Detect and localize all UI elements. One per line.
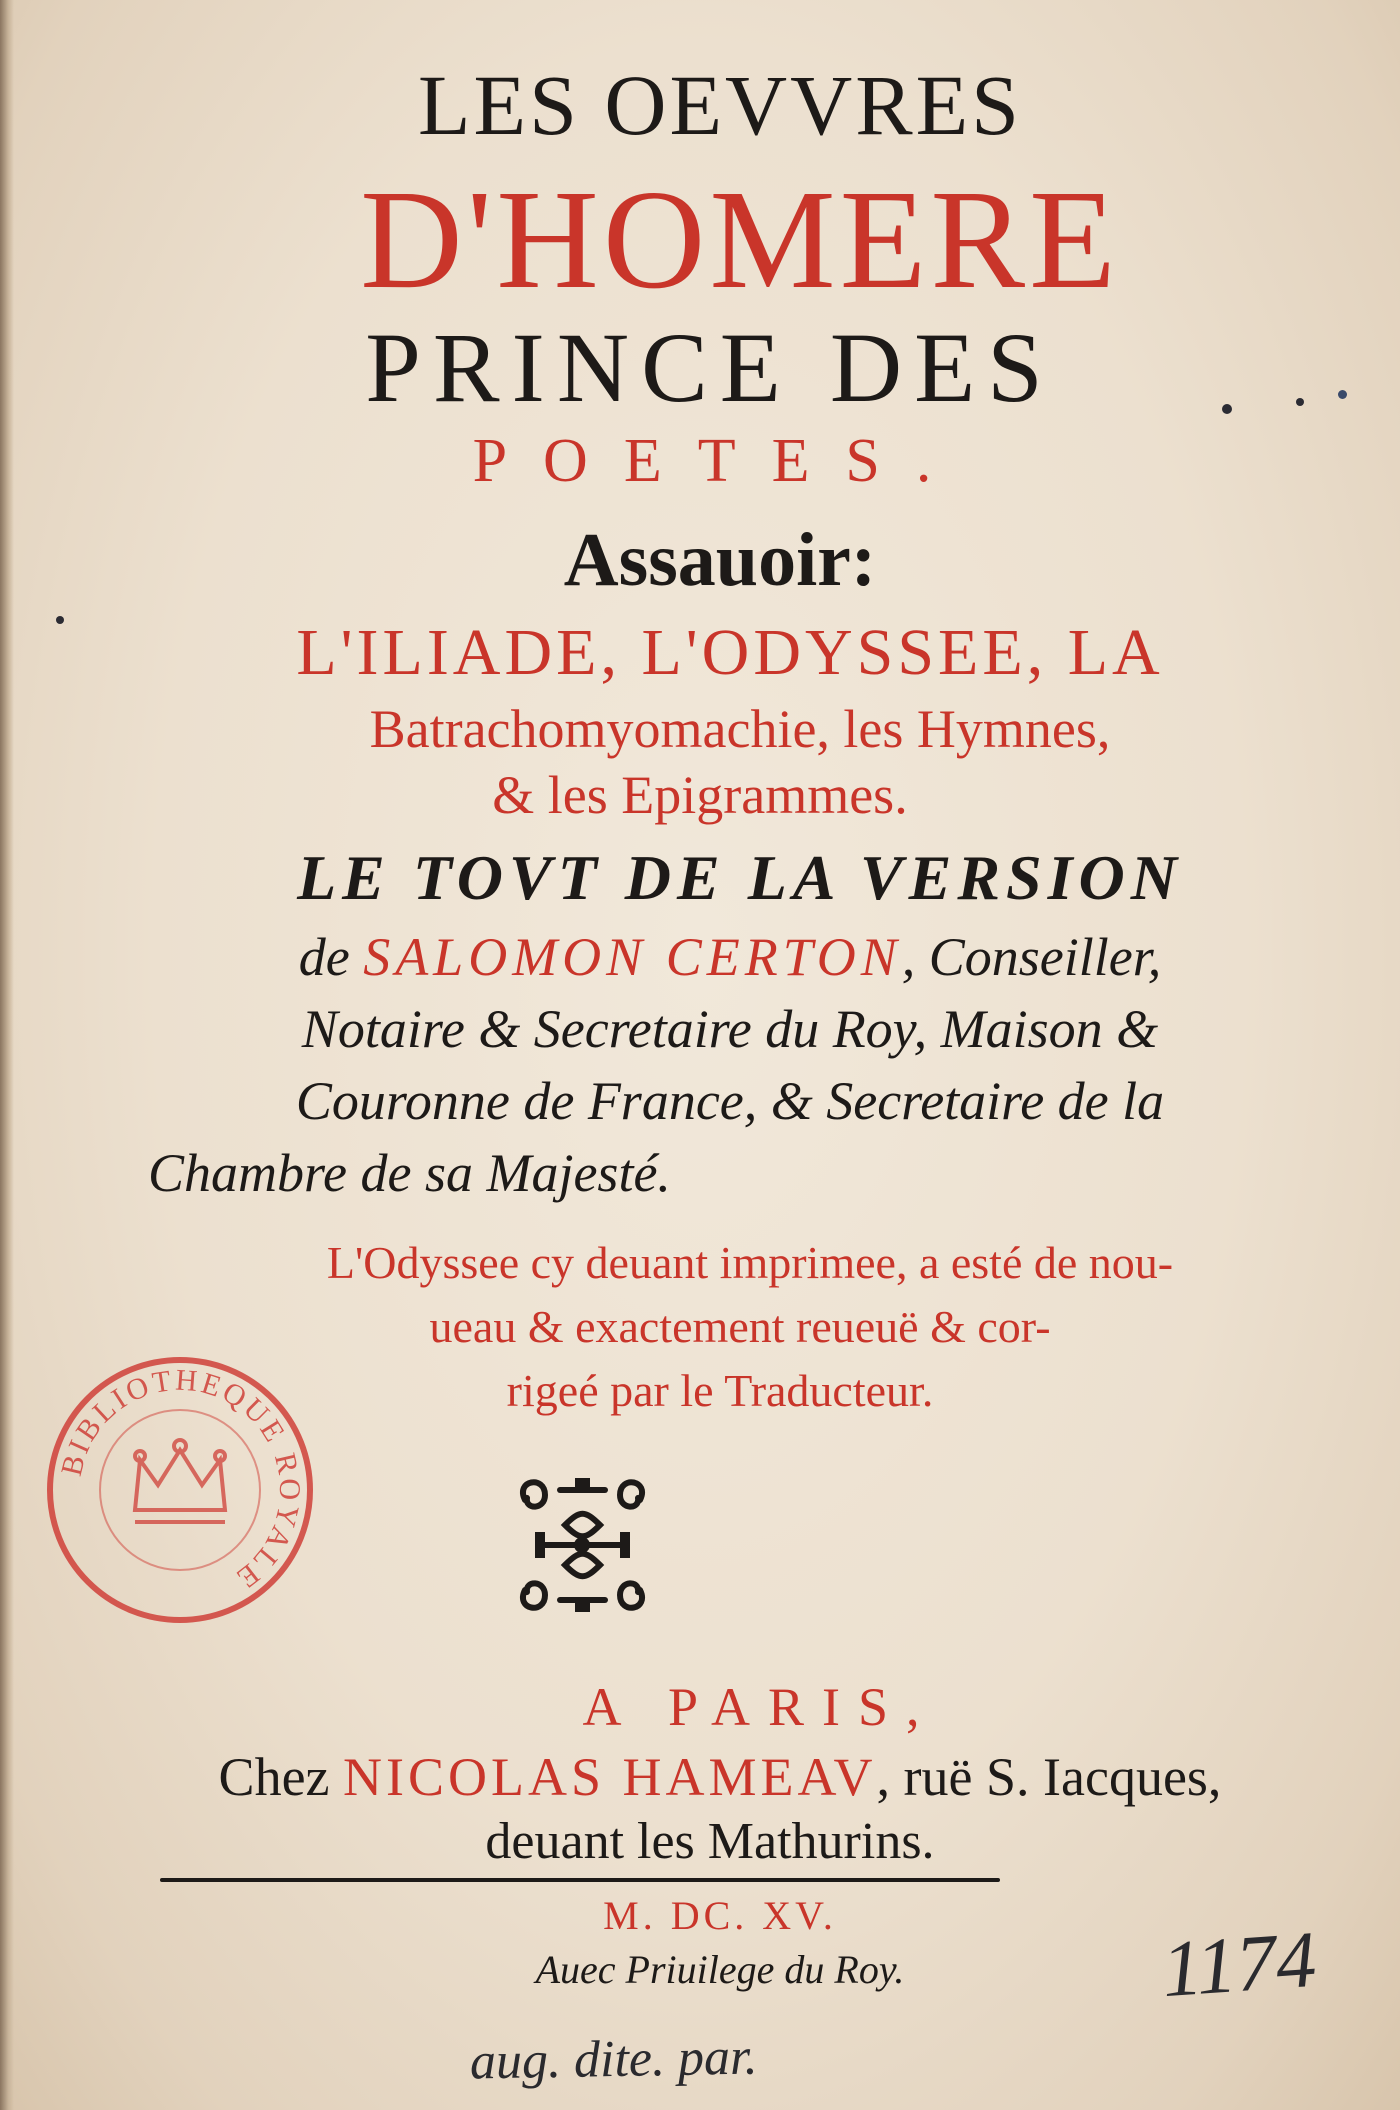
title-line-2: D'HOMERE bbox=[360, 160, 1120, 318]
library-stamp bbox=[40, 1350, 320, 1630]
translator-name: SALOMON CERTON bbox=[363, 927, 902, 987]
handwritten-note: aug. dite. par. bbox=[469, 2028, 758, 2091]
translator-line-4: Chambre de sa Majesté. bbox=[148, 1143, 671, 1203]
revision-note-line-2: ueau & exactement reueuë & cor- bbox=[429, 1301, 1051, 1352]
translator-prefix: de bbox=[298, 927, 364, 987]
imprint-chez: Chez bbox=[218, 1747, 343, 1807]
printer-address: , ruë S. Iacques, bbox=[876, 1747, 1222, 1807]
translator-line-3: Couronne de France, & Secretaire de la bbox=[295, 1071, 1165, 1131]
handwritten-shelfmark: 1174 bbox=[1159, 1915, 1319, 2015]
ink-speck bbox=[1296, 398, 1304, 406]
title-line-1: LES OEVVRES bbox=[418, 57, 1022, 153]
title-line-4: POETES. bbox=[472, 427, 968, 495]
divider-rule bbox=[160, 1878, 1000, 1882]
ink-speck bbox=[1338, 390, 1347, 399]
imprint-date: M. DC. XV. bbox=[603, 1893, 837, 1938]
ink-speck bbox=[56, 616, 64, 624]
imprint-location: deuant les Mathurins. bbox=[485, 1813, 935, 1870]
works-line-3: & les Epigrammes. bbox=[492, 765, 908, 825]
imprint-printer-line bbox=[0, 1747, 1400, 1807]
translator-title: , Conseiller, bbox=[901, 927, 1162, 987]
printers-ornament-icon bbox=[505, 1470, 660, 1620]
revision-note-line-3: rigeé par le Traducteur. bbox=[506, 1365, 934, 1416]
assauoir-heading: Assauoir: bbox=[563, 518, 877, 602]
revision-note-line-1: L'Odyssee cy deuant imprimee, a esté de nou- bbox=[326, 1237, 1174, 1288]
ink-speck bbox=[1222, 404, 1232, 414]
royal-privilege: Auec Priuilege du Roy. bbox=[535, 1947, 905, 1992]
printer-name: NICOLAS HAMEAV bbox=[343, 1747, 877, 1807]
crown-icon bbox=[135, 1440, 225, 1522]
imprint-place: A PARIS, bbox=[582, 1677, 938, 1737]
works-line-1: L'ILIADE, L'ODYSSEE, LA bbox=[296, 616, 1164, 689]
title-line-3: PRINCE DES bbox=[365, 312, 1055, 423]
works-line-2: Batrachomyomachie, les Hymnes, bbox=[369, 699, 1111, 759]
stamp-text: BIBLIOTHEQUE ROYALE bbox=[54, 1363, 307, 1597]
translator-line bbox=[0, 927, 1400, 987]
version-heading: LE TOVT DE LA VERSION bbox=[297, 842, 1183, 913]
translator-line-2: Notaire & Secretaire du Roy, Maison & bbox=[301, 999, 1159, 1059]
